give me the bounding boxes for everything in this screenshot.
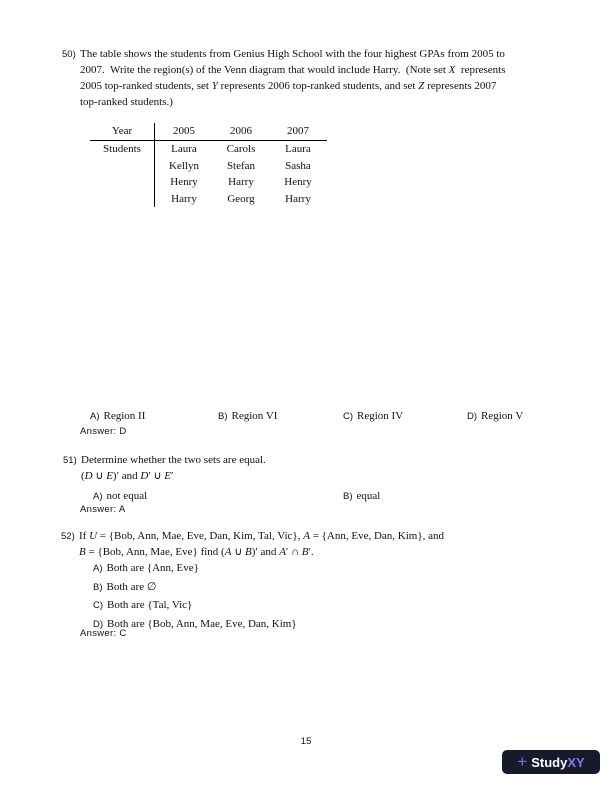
brand-name-primary: Study	[531, 754, 568, 770]
plus-icon: +	[517, 751, 528, 771]
question-51-answer	[80, 504, 125, 515]
table-cell: Henry	[284, 176, 312, 188]
table-cell: Henry	[170, 176, 198, 188]
gpa-table-header-2007: 2007	[269, 123, 327, 141]
option-text: Region IV	[357, 410, 404, 422]
question-51-prompt: Determine whether the two sets are equal.	[81, 454, 266, 466]
answer-value: C	[119, 628, 127, 639]
question-51-text	[81, 452, 555, 484]
option-text: Region V	[481, 410, 524, 422]
page-number: 15	[300, 736, 312, 747]
question-50-line-2: 2007. Write the region(s) of the Venn diagram that would include Harry. (Note set X represents	[80, 64, 506, 76]
option-text: not equal	[106, 490, 148, 502]
question-52-answer	[80, 628, 127, 639]
gpa-table-header-2005: 2005	[155, 123, 214, 141]
option-text: Both are {Bob, Ann, Mae, Eve, Dan, Kim}	[107, 617, 297, 630]
question-50-option-c	[343, 406, 403, 424]
table-row	[90, 174, 327, 191]
option-letter: A)	[90, 411, 100, 422]
gpa-table-header-year: Year	[90, 123, 155, 141]
question-52-option-b	[93, 578, 297, 597]
option-letter: C)	[93, 600, 104, 611]
question-51-option-a	[93, 486, 147, 504]
option-text: Both are {Ann, Eve}	[106, 562, 199, 574]
question-50-option-b	[218, 406, 277, 424]
question-51-option-b	[343, 486, 380, 504]
gpa-table-row-label: Students	[90, 141, 155, 158]
option-text: Both are ∅	[106, 580, 157, 593]
question-52	[61, 528, 561, 560]
table-cell: Laura	[171, 143, 197, 155]
option-text: equal	[356, 490, 381, 502]
table-row	[90, 158, 327, 175]
option-letter: B)	[218, 411, 228, 422]
question-50-line-3: 2005 top-ranked students, set Y represents 2006 top-ranked students, and set Z represents 2007	[80, 80, 497, 92]
table-cell	[90, 191, 155, 208]
table-cell	[90, 174, 155, 191]
table-cell: Harry	[228, 176, 254, 188]
table-cell: Harry	[171, 192, 197, 205]
answer-label: Answer:	[80, 426, 117, 437]
answer-value: A	[118, 504, 126, 515]
question-50	[62, 46, 554, 110]
option-letter: B)	[93, 581, 103, 593]
option-text: Both are {Tal, Vic}	[107, 599, 193, 611]
question-52-line-2: B = {Bob, Ann, Mae, Eve} find (A ∪ B)′ and A′ ∩ B′.	[79, 546, 314, 558]
question-52-options	[93, 559, 297, 633]
answer-label: Answer:	[80, 504, 117, 515]
option-letter: D)	[467, 411, 478, 422]
question-52-number: 52)	[61, 531, 75, 542]
answer-label: Answer:	[80, 628, 117, 639]
question-52-option-c	[93, 596, 297, 615]
question-52-option-a	[93, 559, 297, 578]
question-50-option-d	[467, 406, 523, 424]
table-cell: Harry	[285, 192, 311, 205]
question-52-line-1: If U = {Bob, Ann, Mae, Eve, Dan, Kim, Tal, Vic}, A = {Ann, Eve, Dan, Kim}, and	[79, 530, 445, 542]
question-50-answer	[80, 426, 127, 437]
table-cell: Sasha	[285, 159, 311, 172]
option-text: Region II	[103, 410, 146, 422]
question-51-expression: (D ∪ E)′ and D′ ∪ E′	[81, 470, 174, 482]
table-cell: Georg	[227, 192, 255, 205]
option-text: Region VI	[231, 410, 278, 422]
studyxy-logo	[502, 750, 600, 774]
table-cell: Laura	[285, 143, 311, 155]
gpa-table-header-row	[90, 123, 327, 141]
question-50-number: 50)	[62, 49, 76, 60]
table-row	[90, 191, 327, 208]
answer-value: D	[119, 426, 127, 437]
table-row	[90, 141, 327, 158]
option-letter: B)	[343, 491, 353, 502]
question-51	[63, 452, 555, 484]
option-letter: C)	[343, 411, 354, 422]
option-letter: D)	[93, 618, 104, 630]
brand-name-accent: XY	[567, 754, 585, 770]
option-letter: A)	[93, 491, 103, 502]
question-51-number: 51)	[63, 455, 77, 466]
table-cell	[90, 158, 155, 175]
table-cell: Stefan	[226, 159, 256, 172]
table-cell: Carols	[226, 143, 256, 155]
question-52-text	[79, 528, 561, 560]
table-cell: Kellyn	[169, 159, 199, 172]
question-50-line-4: top-ranked students.)	[80, 96, 173, 108]
gpa-table-header-2006: 2006	[213, 123, 269, 141]
gpa-table	[90, 123, 327, 207]
question-50-line-1: The table shows the students from Genius High School with the four highest GPAs from 2005 to	[80, 48, 505, 60]
option-letter: A)	[93, 563, 103, 574]
question-50-text	[80, 46, 554, 110]
question-50-option-a	[90, 406, 145, 424]
